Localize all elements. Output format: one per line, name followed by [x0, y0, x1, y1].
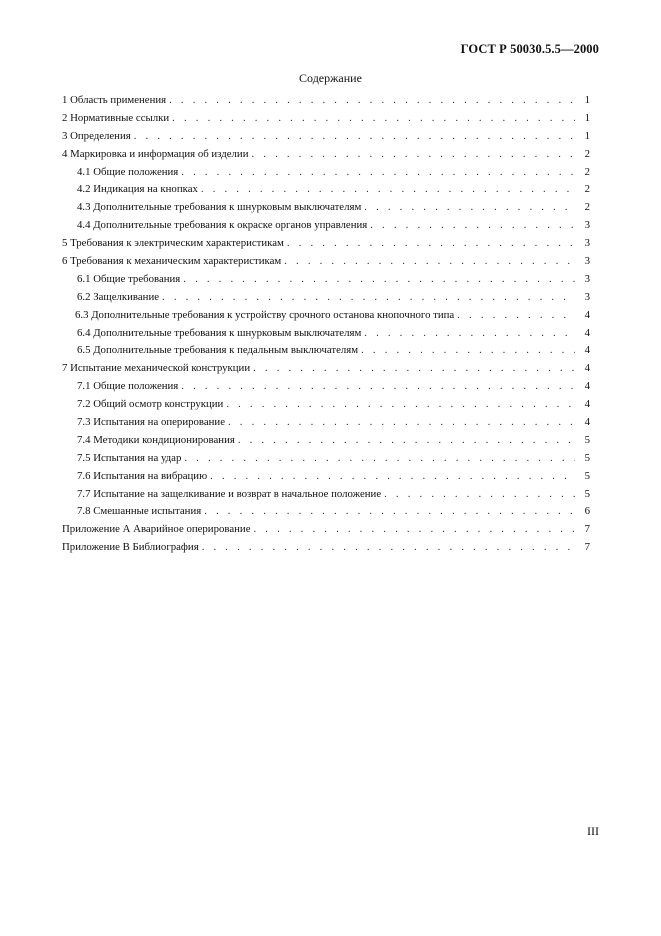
dot-leader: [251, 148, 575, 160]
toc-entry[interactable]: [62, 112, 590, 130]
toc-entry[interactable]: [62, 380, 590, 398]
dot-leader: [457, 309, 575, 321]
dot-leader: [384, 488, 575, 500]
toc-entry-label: 3 Определения: [62, 129, 131, 142]
toc-entry-page: 7: [584, 523, 590, 536]
toc-entry[interactable]: [62, 183, 590, 201]
toc-entry-page: 3: [584, 219, 590, 232]
toc-entry-label: Приложение В Библиография: [62, 541, 199, 554]
toc-entry-page: 1: [584, 129, 590, 142]
toc-entry-label: 4.1 Общие положения: [77, 165, 179, 178]
toc-entry-page: 7: [584, 541, 590, 554]
toc-entry[interactable]: [62, 505, 590, 523]
toc-entry-label: 6 Требования к механическим характеристикам: [62, 255, 282, 268]
toc-entry-page: 6: [584, 505, 590, 518]
toc-entry[interactable]: [62, 434, 590, 452]
toc-entry-page: 3: [584, 272, 590, 285]
toc-entry-label: 2 Нормативные ссылки: [62, 111, 170, 124]
toc-entry-label: 6.2 Защелкивание: [77, 290, 160, 303]
toc-entry[interactable]: [62, 416, 590, 434]
toc-entry-page: 4: [584, 308, 590, 321]
toc-entry-page: 4: [584, 362, 590, 375]
toc-entry-label: 6.4 Дополнительные требования к шнурковым выключателям: [77, 326, 362, 339]
dot-leader: [210, 470, 575, 482]
toc-entry-page: 3: [584, 290, 590, 303]
toc-entry-label: 4.3 Дополнительные требования к шнурковым выключателям: [77, 201, 362, 214]
toc-entry-label: 4.2 Индикация на кнопках: [77, 183, 198, 196]
toc-entry[interactable]: [62, 541, 590, 559]
toc-entry[interactable]: [62, 488, 590, 506]
dot-leader: [287, 237, 575, 249]
toc-entry[interactable]: [62, 237, 590, 255]
toc-entry-page: 5: [584, 433, 590, 446]
toc-entry[interactable]: [62, 94, 590, 112]
toc-entry-label: 7.3 Испытания на оперирование: [77, 416, 225, 429]
toc-entry-page: 5: [584, 469, 590, 482]
dot-leader: [228, 416, 575, 428]
toc-entry-page: 2: [584, 147, 590, 160]
dot-leader: [370, 219, 575, 231]
toc-entry-label: 7.2 Общий осмотр конструкции: [77, 398, 224, 411]
document-number: ГОСТ Р 50030.5.5—2000: [460, 42, 599, 56]
dot-leader: [364, 201, 575, 213]
toc-entry-label: 7.8 Смешанные испытания: [77, 505, 202, 518]
toc-entry-page: 5: [584, 451, 590, 464]
toc-entry[interactable]: [62, 291, 590, 309]
toc-entry-label: 7.6 Испытания на вибрацию: [77, 469, 208, 482]
toc-entry-label: 7.5 Испытания на удар: [77, 451, 182, 464]
toc-entry-page: 2: [584, 165, 590, 178]
toc-entry-page: 4: [584, 326, 590, 339]
toc-entry-label: 5 Требования к электрическим характеристикам: [62, 237, 284, 250]
toc-entry[interactable]: [62, 470, 590, 488]
dot-leader: [172, 112, 575, 124]
toc-entry-page: 1: [584, 111, 590, 124]
toc-entry-label: 6.3 Дополнительные требования к устройству срочного останова кнопочного типа: [75, 308, 455, 321]
toc-entry-page: 5: [584, 487, 590, 500]
toc-entry-page: 1: [584, 94, 590, 106]
page-number: III: [587, 824, 599, 838]
dot-leader: [181, 166, 575, 178]
toc-entry-page: 4: [584, 344, 590, 357]
toc-entry-label: 7.7 Испытание на защелкивание и возврат в начальное положение: [77, 487, 382, 500]
toc-entry-label: 1 Область применения: [62, 94, 167, 106]
toc-entry[interactable]: [62, 362, 590, 380]
dot-leader: [181, 380, 575, 392]
toc-entry[interactable]: [62, 398, 590, 416]
dot-leader: [238, 434, 575, 446]
dot-leader: [284, 255, 575, 267]
dot-leader: [169, 94, 575, 106]
table-of-contents: [62, 94, 590, 559]
dot-leader: [134, 130, 575, 142]
toc-entry-page: 2: [584, 201, 590, 214]
toc-entry-page: 4: [584, 398, 590, 411]
dot-leader: [162, 291, 575, 303]
toc-entry-label: 7.4 Методики кондиционирования: [77, 433, 235, 446]
toc-entry-page: 4: [584, 416, 590, 429]
toc-entry-page: 2: [584, 183, 590, 196]
toc-entry-page: 3: [584, 255, 590, 268]
toc-entry-label: 6.1 Общие требования: [77, 272, 181, 285]
toc-entry-label: 4 Маркировка и информация об изделии: [62, 147, 249, 160]
toc-entry-label: 4.4 Дополнительные требования к окраске органов управления: [77, 219, 368, 232]
toc-entry[interactable]: [62, 130, 590, 148]
toc-entry-label: 7.1 Общие положения: [77, 380, 179, 393]
toc-entry[interactable]: [62, 327, 590, 345]
dot-leader: [204, 505, 575, 517]
toc-entry[interactable]: [62, 273, 590, 291]
toc-entry[interactable]: [62, 309, 590, 327]
toc-entry[interactable]: [62, 148, 590, 166]
dot-leader: [364, 327, 575, 339]
toc-entry-label: 6.5 Дополнительные требования к педальным выключателям: [77, 344, 359, 357]
page-title: Содержание: [299, 71, 362, 85]
toc-entry[interactable]: [62, 255, 590, 273]
dot-leader: [184, 452, 575, 464]
dot-leader: [183, 273, 575, 285]
toc-entry[interactable]: [62, 219, 590, 237]
toc-entry[interactable]: [62, 452, 590, 470]
toc-entry[interactable]: [62, 523, 590, 541]
dot-leader: [253, 362, 575, 374]
dot-leader: [201, 183, 575, 195]
toc-entry-label: Приложение А Аварийное оперирование: [62, 523, 251, 536]
dot-leader: [202, 541, 575, 553]
toc-entry[interactable]: [62, 201, 590, 219]
dot-leader: [361, 344, 575, 356]
toc-entry-label: 7 Испытание механической конструкции: [62, 362, 251, 375]
toc-entry[interactable]: [62, 166, 590, 184]
toc-entry[interactable]: [62, 344, 590, 362]
toc-entry-page: 4: [584, 380, 590, 393]
dot-leader: [253, 523, 575, 535]
toc-entry-page: 3: [584, 237, 590, 250]
dot-leader: [226, 398, 575, 410]
